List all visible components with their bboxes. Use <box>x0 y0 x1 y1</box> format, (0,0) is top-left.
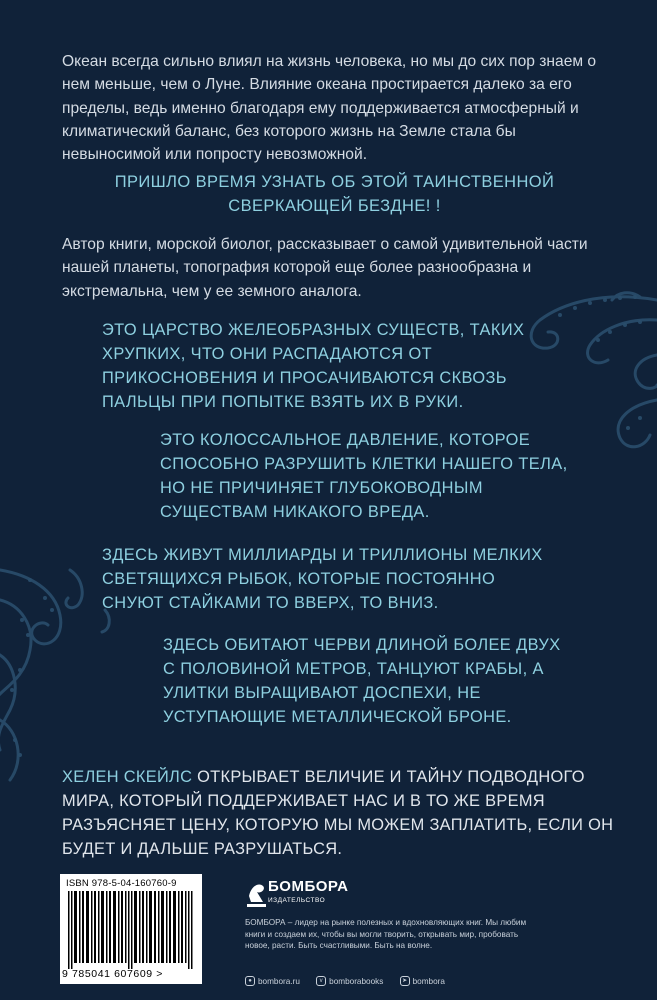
callout-heading: ПРИШЛО ВРЕМЯ УЗНАТЬ ОБ ЭТОЙ ТАИНСТВЕННОЙ СВЕРКАЮЩЕЙ БЕЗДНЕ! ! <box>114 173 555 215</box>
social-label: bombora <box>412 976 445 986</box>
social-links <box>245 975 459 986</box>
intro-paragraph: Океан всегда сильно влиял на жизнь человека, но мы до сих пор знаем о нем меньше, чем о Луне. Влияние океана простирается далеко за его пределы, ведь именно благодаря ему поддерживается атмосферный и климатический баланс, без которого жизнь на Земле стала бы невыносимой или попросту невозможной. <box>62 53 597 164</box>
telegram-icon: ➤ <box>400 976 410 986</box>
social-link-telegram[interactable] <box>400 976 445 986</box>
closing-paragraph <box>62 765 622 861</box>
publisher-name: БОМБОРА <box>268 878 349 895</box>
isbn-label: ISBN 978-5-04-160760-9 <box>66 878 177 889</box>
publisher-subtitle: ИЗДАТЕЛЬСТВО <box>268 897 326 904</box>
barcode-digits: 9 785041 607609 > <box>62 968 163 980</box>
highlight-block-pressure: ЭТО КОЛОССАЛЬНОЕ ДАВЛЕНИЕ, КОТОРОЕ СПОСОБНО РАЗРУШИТЬ КЛЕТКИ НАШЕГО ТЕЛА, НО НЕ ПРИЧИНЯЕТ ГЛУБОКОВОДНЫМ СУЩЕСТВАМ НИКАКОГО ВРЕДА. <box>160 431 568 521</box>
social-label: bombora.ru <box>258 976 300 986</box>
closing-text: ОТКРЫВАЕТ ВЕЛИЧИЕ И ТАЙНУ ПОДВОДНОГО МИРА, КОТОРЫЙ ПОДДЕРЖИВАЕТ НАС И В ТО ЖЕ ВРЕМЯ РАЗЪЯСНЯЕТ ЦЕНУ, КОТОРУЮ МЫ МОЖЕМ ЗАПЛАТИТЬ, ЕСЛИ ОН БУДЕТ И ДАЛЬШЕ РАЗРУШАТЬСЯ. <box>62 768 614 858</box>
social-link-site[interactable] <box>245 976 300 986</box>
author-name: ХЕЛЕН СКЕЙЛС <box>62 768 193 786</box>
highlight-block-worms: ЗДЕСЬ ОБИТАЮТ ЧЕРВИ ДЛИНОЙ БОЛЕЕ ДВУХ С ПОЛОВИНОЙ МЕТРОВ, ТАНЦУЮТ КРАБЫ, А УЛИТКИ ВЫРАЩИВАЮТ ДОСПЕХИ, НЕ УСТУПАЮЩИЕ МЕТАЛЛИЧЕСКОЙ БРОНЕ. <box>163 636 561 726</box>
barcode <box>60 874 202 984</box>
social-link-vk[interactable] <box>316 976 383 986</box>
barcode-bars <box>68 891 194 969</box>
highlight-block-jelly: ЭТО ЦАРСТВО ЖЕЛЕОБРАЗНЫХ СУЩЕСТВ, ТАКИХ ХРУПКИХ, ЧТО ОНИ РАСПАДАЮТСЯ ОТ ПРИКОСНОВЕНИЯ И ПРОСАЧИВАЮТСЯ СКВОЗЬ ПАЛЬЦЫ ПРИ ПОПЫТКЕ ВЗЯТЬ ИХ В РУКИ. <box>102 321 525 411</box>
publisher-description: БОМБОРА – лидер на рынке полезных и вдохновляющих книг. Мы любим книги и создаем их, чтобы вы могли творить, открывать мир, пробовать новое, расти. Быть счастливыми. Быть на волне. <box>245 918 527 950</box>
social-label: bomborabooks <box>329 976 384 986</box>
author-paragraph: Автор книги, морской биолог, рассказывает о самой удивительной части нашей планеты, топография которой еще более разнообразна и экстремальна, чем у ее земного аналога. <box>62 236 588 300</box>
instagram-icon: ● <box>245 976 255 986</box>
highlight-block-fish: ЗДЕСЬ ЖИВУТ МИЛЛИАРДЫ И ТРИЛЛИОНЫ МЕЛКИХ СВЕТЯЩИХСЯ РЫБОК, КОТОРЫЕ ПОСТОЯННО СНУЮТ СТАЙКАМИ ТО ВВЕРХ, ТО ВНИЗ. <box>102 546 543 612</box>
vk-icon: v <box>316 976 326 986</box>
